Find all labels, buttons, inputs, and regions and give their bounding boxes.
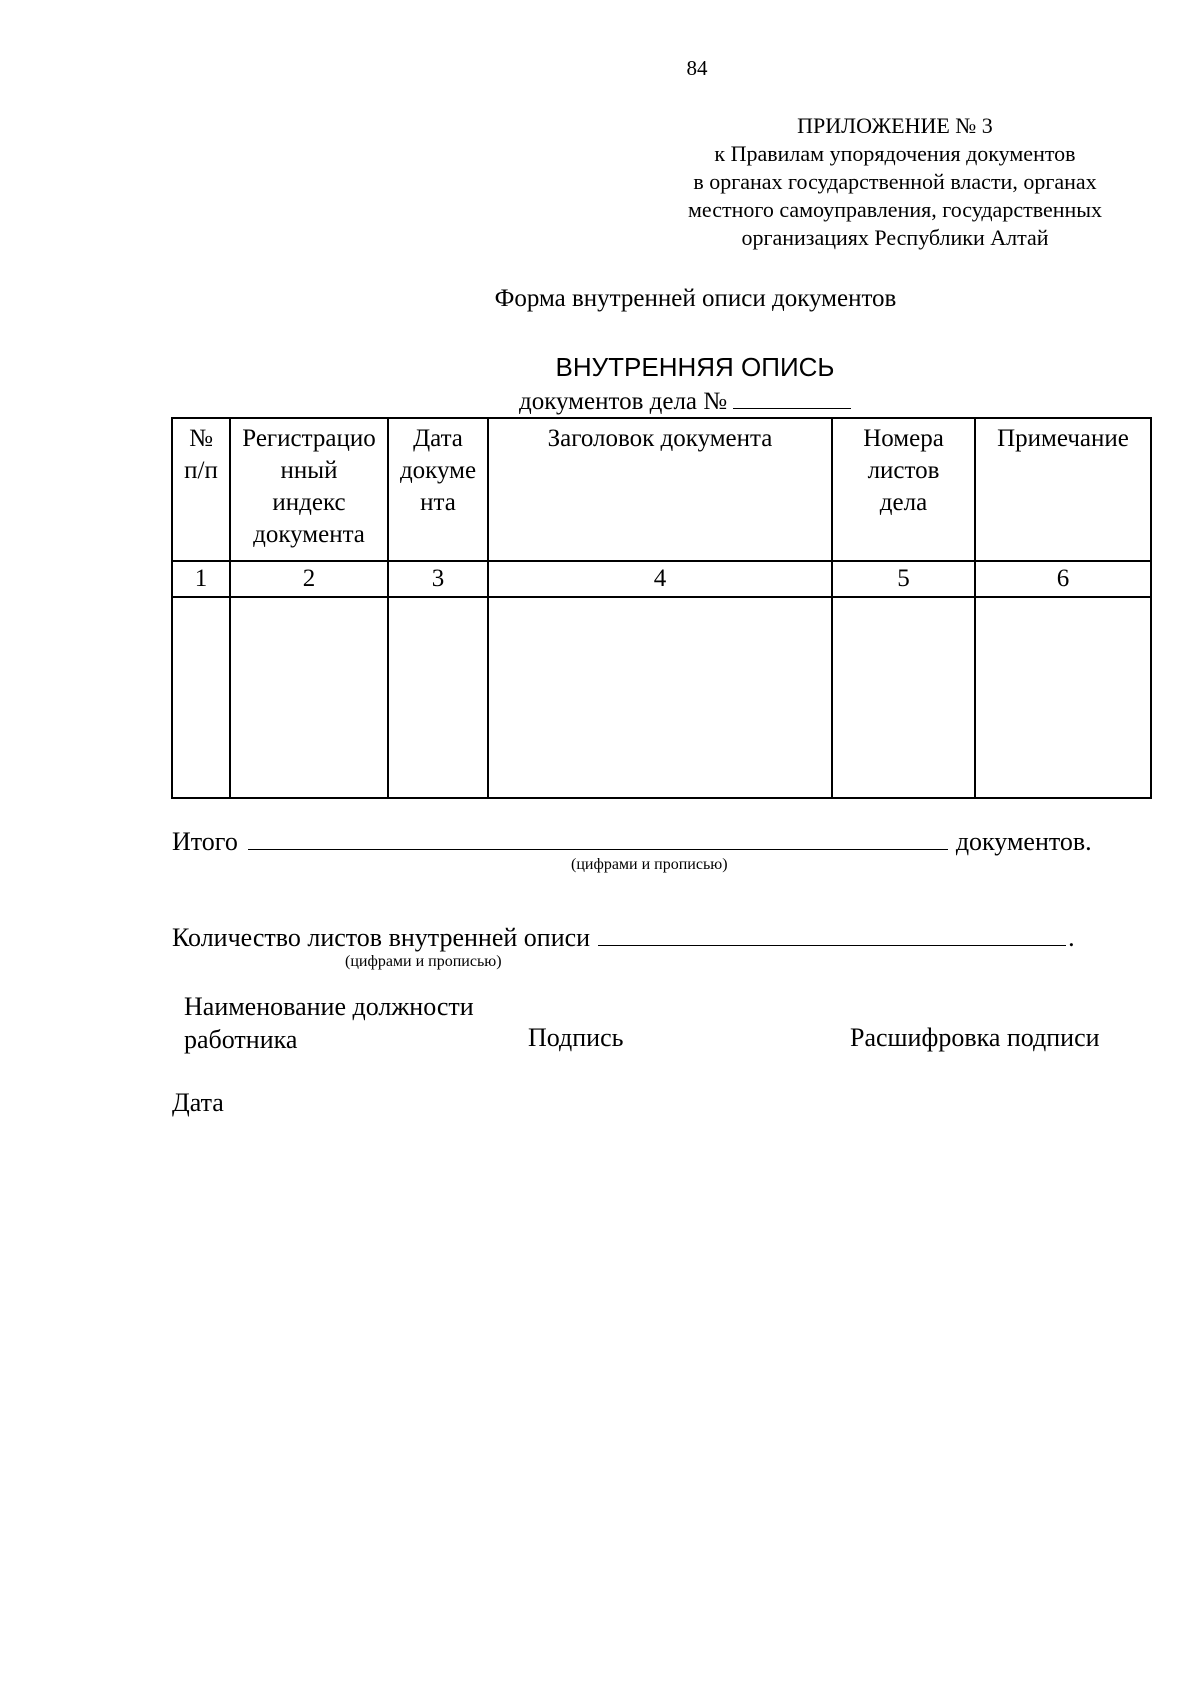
inventory-table xyxy=(171,417,1152,799)
header-registration-index: Регистрацио нный индекс документа xyxy=(230,418,388,561)
sheets-count-suffix: . xyxy=(1068,923,1075,952)
empty-cell[interactable] xyxy=(975,597,1151,798)
total-line xyxy=(172,827,1092,857)
column-number: 5 xyxy=(832,561,975,597)
signature-decoding-label: Расшифровка подписи xyxy=(850,1023,1100,1052)
appendix-line: организациях Республики Алтай xyxy=(741,225,1049,250)
empty-cell[interactable] xyxy=(172,597,230,798)
sheets-count-blank[interactable] xyxy=(598,925,1066,946)
position-label xyxy=(184,990,544,1056)
column-number: 1 xyxy=(172,561,230,597)
total-label: Итого xyxy=(172,827,238,856)
empty-cell[interactable] xyxy=(832,597,975,798)
sheets-count-label: Количество листов внутренней описи xyxy=(172,923,591,952)
total-caption: (цифрами и прописью) xyxy=(571,856,728,873)
table-header-row xyxy=(172,418,1151,561)
column-number-row xyxy=(172,561,1151,597)
appendix-line: местного самоуправления, государственных xyxy=(687,197,1103,222)
inventory-title: ВНУТРЕННЯЯ ОПИСЬ xyxy=(555,352,835,382)
column-number: 4 xyxy=(488,561,832,597)
header-document-title: Заголовок документа xyxy=(488,418,832,561)
sheets-count-caption: (цифрами и прописью) xyxy=(345,953,502,970)
header-note: Примечание xyxy=(975,418,1151,561)
total-blank[interactable] xyxy=(248,829,948,850)
signature-label: Подпись xyxy=(528,1023,624,1052)
appendix-header xyxy=(640,112,1150,252)
header-document-date: Дата докуме нта xyxy=(388,418,488,561)
sheets-count-line xyxy=(172,923,1075,953)
column-number: 3 xyxy=(388,561,488,597)
date-label: Дата xyxy=(172,1088,224,1117)
column-number: 2 xyxy=(230,561,388,597)
appendix-line: в органах государственной власти, органах xyxy=(693,169,1097,194)
empty-cell[interactable] xyxy=(388,597,488,798)
appendix-line: к Правилам упорядочения документов xyxy=(714,141,1076,166)
empty-cell[interactable] xyxy=(488,597,832,798)
case-number-blank[interactable] xyxy=(733,386,851,409)
appendix-number: ПРИЛОЖЕНИЕ № 3 xyxy=(797,113,993,138)
form-title: Форма внутренней описи документов xyxy=(494,285,897,312)
column-number: 6 xyxy=(975,561,1151,597)
case-number-label: документов дела № xyxy=(519,388,728,415)
position-label-line: работника xyxy=(184,1025,298,1054)
case-number-line xyxy=(519,386,851,416)
position-label-line: Наименование должности xyxy=(184,992,474,1021)
total-suffix: документов. xyxy=(955,827,1092,856)
header-sheet-numbers: Номера листов дела xyxy=(832,418,975,561)
header-number: № п/п xyxy=(172,418,230,561)
empty-cell[interactable] xyxy=(230,597,388,798)
page-number: 84 xyxy=(686,56,708,80)
table-row xyxy=(172,597,1151,798)
